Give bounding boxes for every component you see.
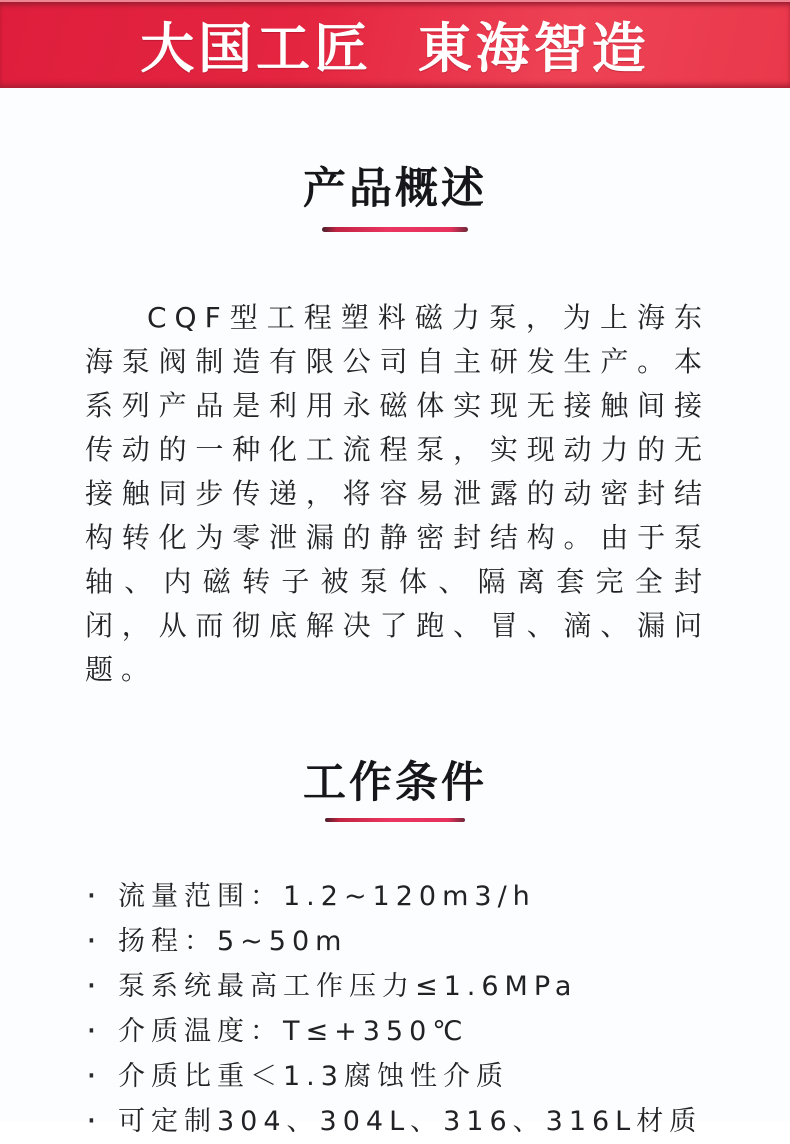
condition-item-flow-range: [86, 874, 750, 919]
section-working-conditions: [0, 758, 790, 1144]
overview-heading: 产品概述: [303, 164, 487, 214]
section-product-overview: [0, 164, 790, 692]
condition-item-max-pressure: [86, 964, 750, 1009]
heading-underline: [322, 227, 468, 232]
bullet-dot-icon: ·: [86, 1056, 97, 1096]
condition-text: 流量范围：1.2~120m3/h: [118, 881, 536, 912]
condition-text: 可定制304、304L、316、316L材质: [118, 1106, 703, 1137]
conditions-heading: 工作条件: [303, 758, 487, 808]
bullet-dot-icon: ·: [86, 876, 97, 916]
top-banner: [0, 0, 790, 88]
condition-text: 介质温度：T≤+350℃: [118, 1016, 469, 1047]
banner-title: 大国工匠 東海智造: [140, 16, 650, 80]
conditions-list: [86, 874, 750, 1144]
condition-text: 泵系统最高工作压力≤1.6MPa: [118, 971, 578, 1002]
bullet-dot-icon: ·: [86, 1101, 97, 1141]
heading-underline: [325, 818, 465, 822]
bullet-dot-icon: ·: [86, 1011, 97, 1051]
bullet-dot-icon: ·: [86, 966, 97, 1006]
condition-item-medium-temperature: [86, 1009, 750, 1054]
condition-text: 介质比重＜1.3腐蚀性介质: [118, 1061, 509, 1092]
condition-item-specific-gravity: [86, 1054, 750, 1099]
bullet-dot-icon: ·: [86, 921, 97, 961]
condition-text: 扬程：5~50m: [118, 926, 348, 957]
condition-item-custom-materials: [86, 1099, 750, 1144]
condition-item-head: [86, 919, 750, 964]
overview-paragraph: CQF型工程塑料磁力泵，为上海东海泵阀制造有限公司自主研发生产。本系列产品是利用永磁体实现无接触间接传动的一种化工流程泵，实现动力的无接触同步传递，将容易泄露的动密封结构转化为零泄漏的静密封结构。由于泵轴、内磁转子被泵体、隔离套完全封闭，从而彻底解决了跑、冒、滴、漏问题。: [85, 301, 710, 686]
